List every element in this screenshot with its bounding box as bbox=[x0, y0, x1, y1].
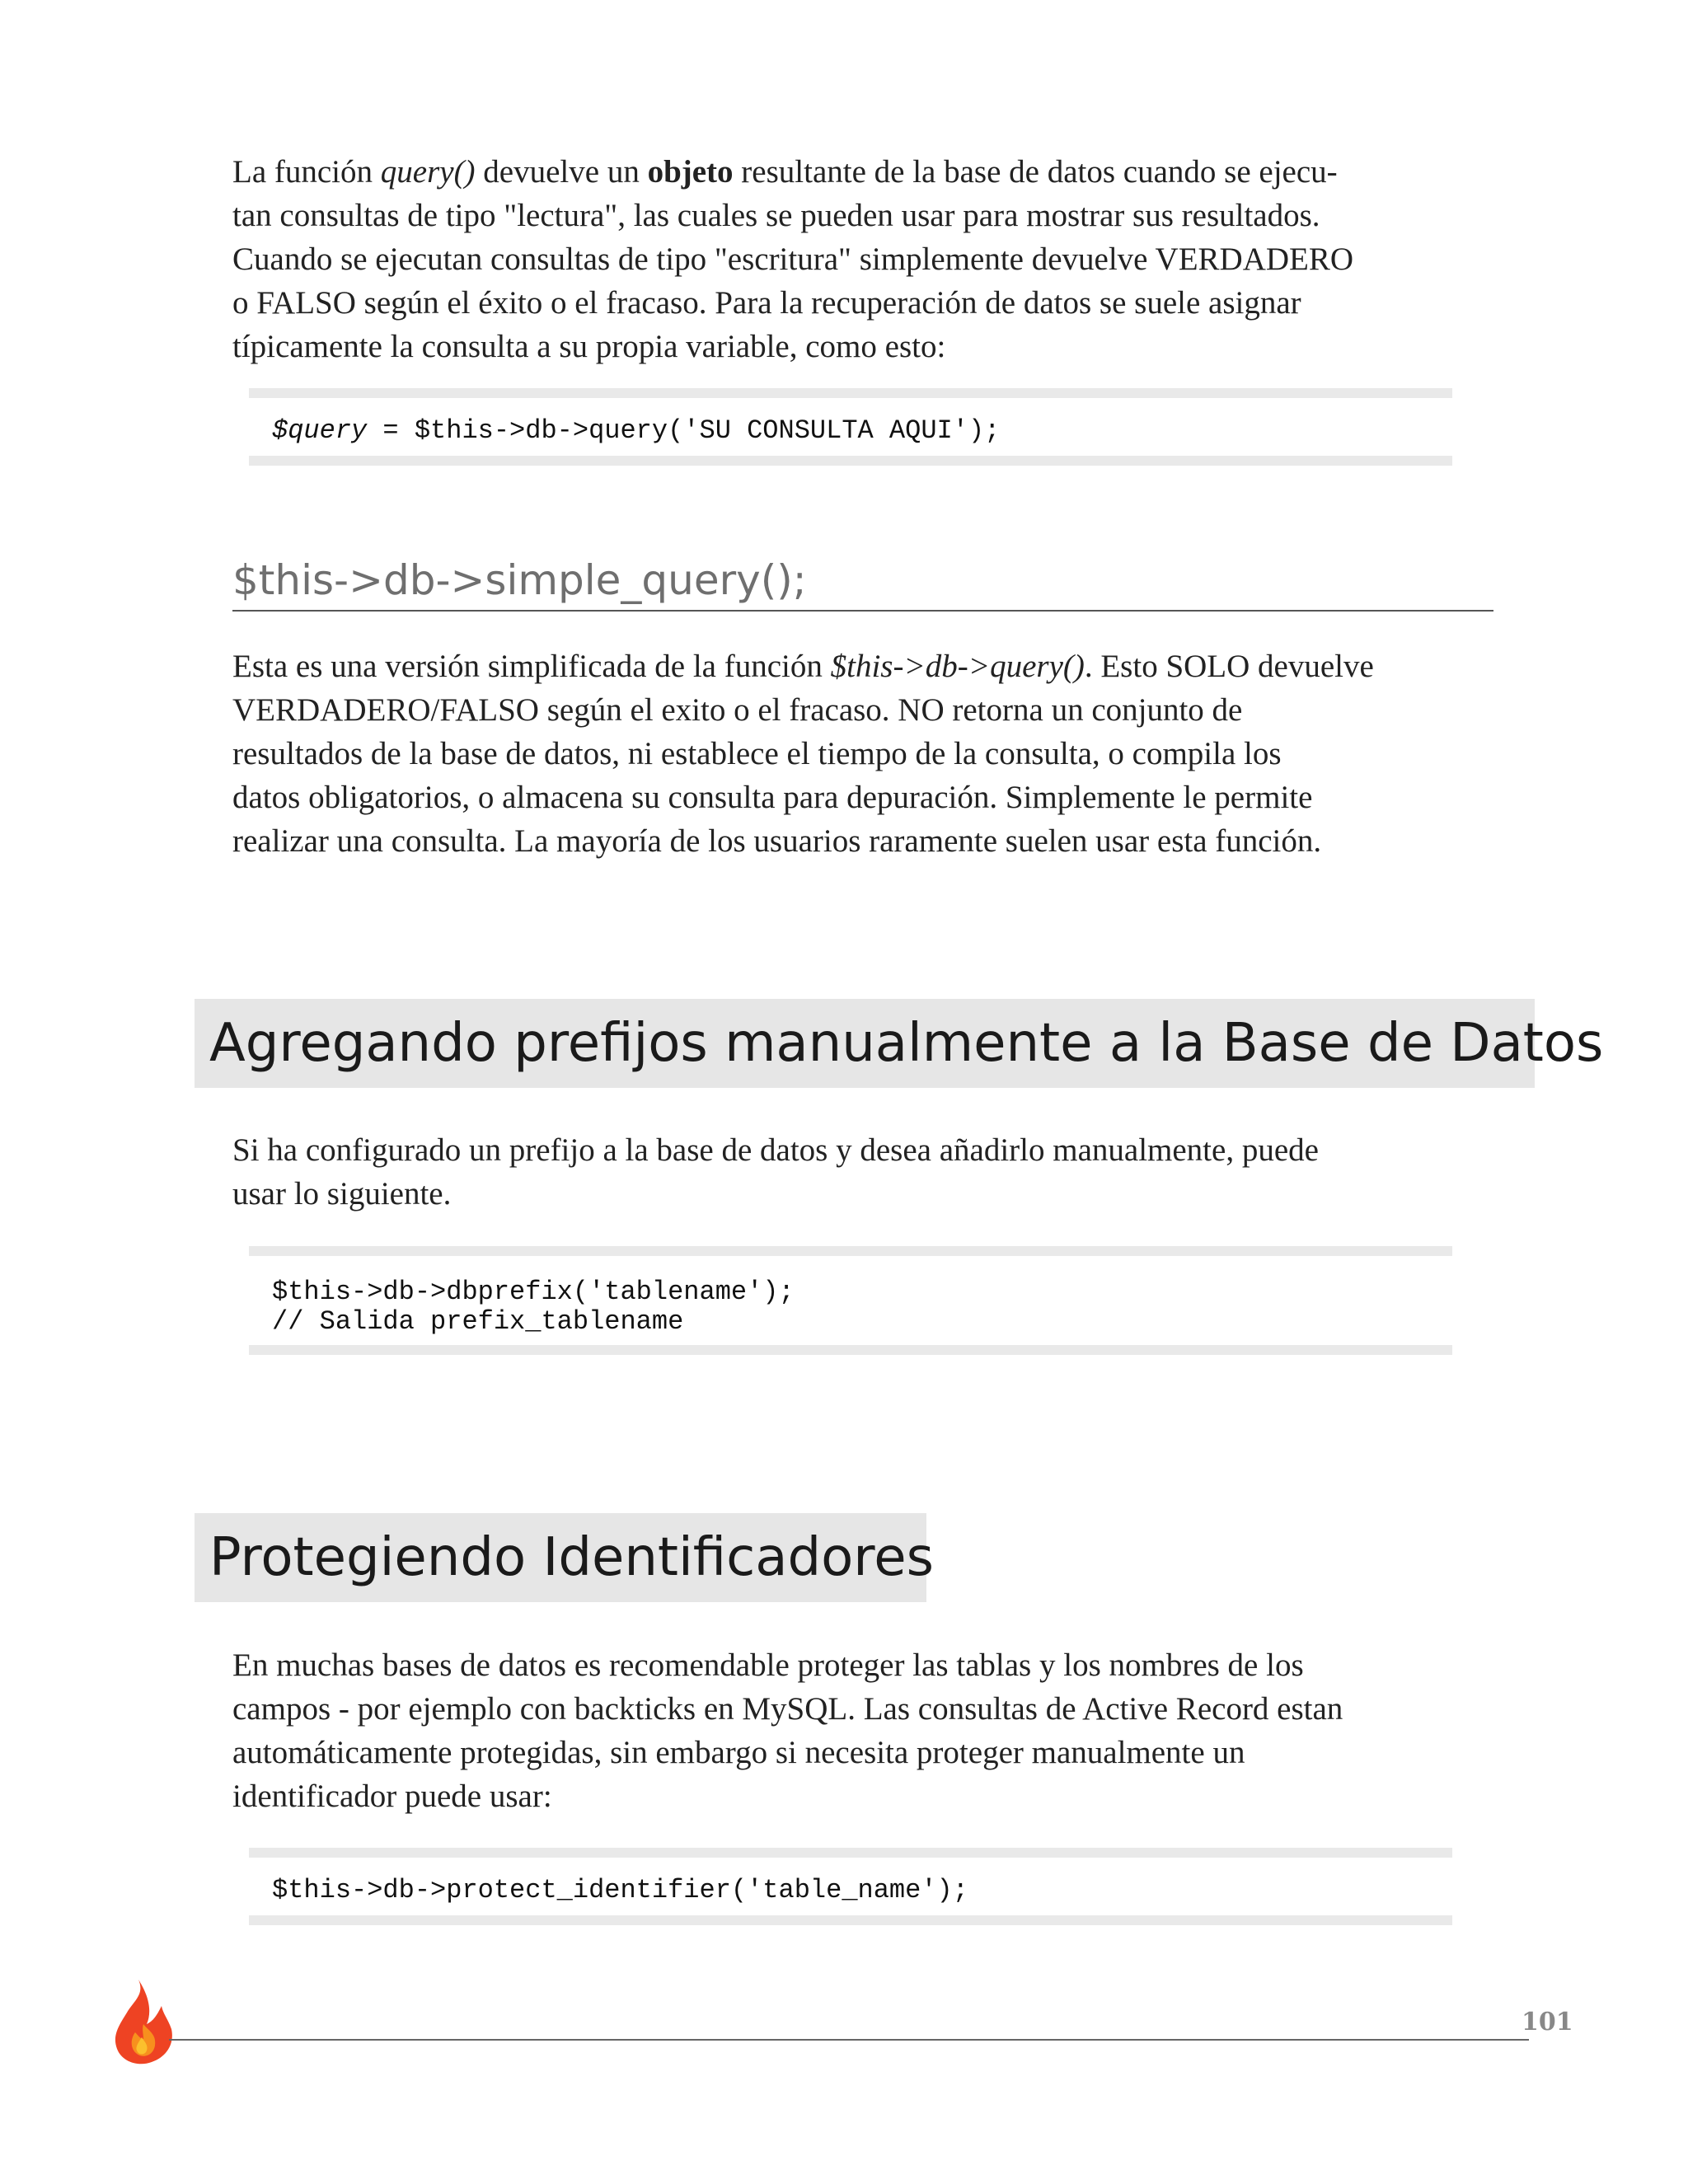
code-block-protect-identifier bbox=[249, 1848, 1452, 1925]
intro-line-2: tan consultas de tipo "lectura", las cuales se pueden usar para mostrar sus resultados. bbox=[232, 198, 1320, 233]
simple-query-line-4: datos obligatorios, o almacena su consulta para depuración. Simplemente le permite bbox=[232, 780, 1313, 815]
intro-line-4: o FALSO según el éxito o el fracaso. Para la recuperación de datos se suele asignar bbox=[232, 285, 1301, 321]
intro-line-3: Cuando se ejecutan consultas de tipo "escritura" simplemente devuelve VERDADERO bbox=[232, 241, 1354, 277]
code-variable: $query bbox=[272, 415, 368, 446]
protect-line-1: En muchas bases de datos es recomendable proteger las tablas y los nombres de los bbox=[232, 1647, 1304, 1683]
code-block-dbprefix bbox=[249, 1246, 1452, 1355]
simple-query-line-5: realizar una consulta. La mayoría de los usuarios raramente suelen usar esta función. bbox=[232, 823, 1322, 859]
code-comment: // Salida prefix_tablename bbox=[272, 1306, 684, 1337]
simple-query-line-2: VERDADERO/FALSO según el exito o el fracaso. NO retorna un conjunto de bbox=[232, 692, 1243, 728]
intro-paragraph bbox=[232, 150, 1502, 368]
prefix-line-1: Si ha configurado un prefijo a la base de datos y desea añadirlo manualmente, puede bbox=[232, 1132, 1319, 1168]
simple-query-line-3: resultados de la base de datos, ni establece el tiempo de la consulta, o compila los bbox=[232, 736, 1282, 771]
prefix-paragraph bbox=[232, 1128, 1502, 1216]
bold-word-objeto: objeto bbox=[647, 154, 734, 190]
simple-query-paragraph bbox=[232, 644, 1502, 863]
code-line: $this->db->protect_identifier('table_name'); bbox=[272, 1875, 968, 1905]
intro-line-1: La función query() devuelve un objeto resultante de la base de datos cuando se ejecu- bbox=[232, 154, 1338, 190]
prefix-line-2: usar lo siguiente. bbox=[232, 1176, 452, 1212]
protect-paragraph bbox=[232, 1643, 1502, 1818]
intro-line-5: típicamente la consulta a su propia variable, como esto: bbox=[232, 329, 946, 364]
footer-rule bbox=[169, 2039, 1529, 2041]
code-block-query bbox=[249, 388, 1452, 466]
protect-line-3: automáticamente protegidas, sin embargo si necesita proteger manualmente un bbox=[232, 1735, 1245, 1770]
protect-line-4: identificador puede usar: bbox=[232, 1779, 552, 1814]
protect-section-heading: Protegiendo Identificadores bbox=[195, 1513, 926, 1602]
codeigniter-flame-icon bbox=[106, 1976, 180, 2067]
function-name-query: query() bbox=[380, 154, 476, 190]
code-line: $this->db->dbprefix('tablename'); bbox=[272, 1277, 795, 1307]
prefix-section-heading: Agregando prefijos manualmente a la Base de Datos bbox=[195, 999, 1535, 1088]
simple-query-line-1: Esta es una versión simplificada de la función $this->db->query(). Esto SOLO devuelve bbox=[232, 649, 1374, 684]
protect-line-2: campos - por ejemplo con backticks en MySQL. Las consultas de Active Record estan bbox=[232, 1691, 1343, 1727]
code-line: $query = $this->db->query('SU CONSULTA AQUI'); bbox=[272, 415, 1001, 446]
function-name-db-query: $this->db->query() bbox=[830, 649, 1085, 684]
page-number: 101 bbox=[1522, 2008, 1573, 2036]
simple-query-heading: $this->db->simple_query(); bbox=[232, 551, 1493, 612]
